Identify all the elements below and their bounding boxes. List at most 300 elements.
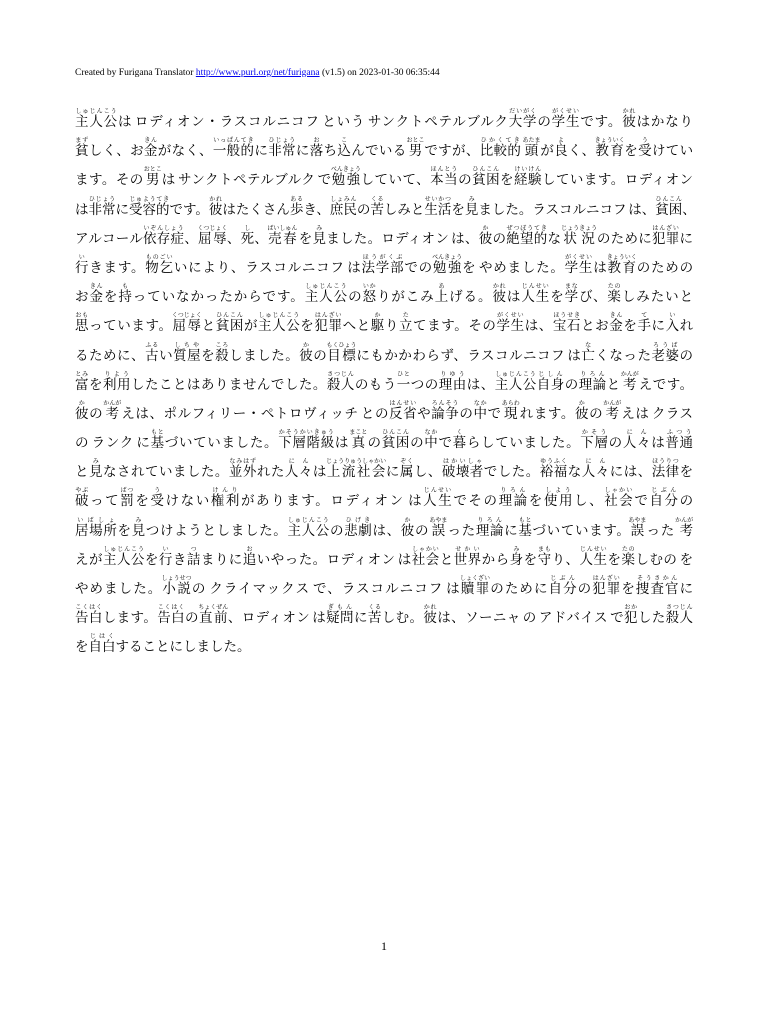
text-run: の: [458, 172, 473, 189]
text-run: の: [679, 347, 693, 364]
ruby-word: [143, 224, 185, 247]
text-run: い: [159, 347, 174, 364]
ruby-base: 追: [242, 551, 257, 568]
text-line: [75, 137, 693, 166]
furigana: はんざい: [592, 575, 621, 582]
text-run: り、: [551, 551, 580, 568]
text-run: は: [651, 435, 666, 452]
ruby-base: 込: [337, 143, 352, 160]
ruby-base: 一: [396, 376, 411, 393]
text-run: の: [348, 289, 363, 306]
ruby-word: [578, 370, 607, 393]
furigana: きょういく: [594, 137, 625, 145]
furigana: りろん: [498, 487, 528, 495]
ruby-word: [637, 312, 652, 335]
ruby-word: [197, 224, 228, 247]
ruby-word: [75, 370, 89, 393]
header-suffix: (v1.5) on 2023-01-30 06:35:44: [321, 68, 440, 78]
furigana: ふつう: [665, 429, 694, 437]
furigana: じはく: [88, 633, 116, 641]
ruby-base: 人々: [284, 464, 313, 481]
ruby-word: [508, 108, 538, 130]
ruby-word: [580, 429, 609, 452]
text-run: 、: [226, 230, 241, 247]
ruby-word: [536, 370, 565, 393]
ruby-word: [651, 341, 680, 364]
furigana: きん: [89, 283, 103, 291]
text-run: と: [201, 318, 216, 335]
text-run: げる。: [449, 289, 493, 306]
ruby-base: 本当: [430, 172, 459, 189]
text-run: づいています。: [532, 522, 631, 539]
furigana: おとこ: [406, 137, 425, 145]
furigana: かれ: [423, 604, 437, 612]
text-run: ました。ラスコルニコフ は、: [478, 201, 656, 218]
ruby-word: [367, 604, 382, 627]
ruby-base: 頭: [522, 143, 541, 160]
ruby-word: [604, 487, 635, 510]
ruby-base: 行: [158, 551, 173, 568]
furigana: じょうきょう: [561, 224, 598, 232]
ruby-base: 贖罪: [459, 581, 490, 597]
text-run: は: [75, 201, 89, 218]
generator-header: [75, 67, 440, 79]
furigana: か: [400, 516, 415, 524]
text-run: です。: [169, 201, 209, 218]
ruby-word: [479, 137, 522, 160]
ruby-word: [478, 224, 493, 247]
ruby-base: 彼: [622, 114, 637, 130]
furigana: がくせい: [564, 253, 593, 261]
ruby-base: 主人公: [494, 376, 537, 393]
ruby-base: 受: [638, 143, 652, 160]
ruby-base: 落: [309, 143, 324, 160]
ruby-word: [210, 487, 241, 510]
text-run: らしていました。: [466, 435, 581, 452]
body-text: [75, 108, 696, 663]
ruby-word: [329, 195, 357, 218]
text-run: は、: [466, 376, 495, 393]
text-run: を: [300, 318, 315, 335]
ruby-base: 基: [518, 522, 533, 539]
ruby-word: [606, 253, 637, 276]
text-run: を: [623, 318, 638, 335]
text-run: で: [438, 435, 453, 452]
ruby-word: [186, 545, 201, 568]
furigana: さつじん: [665, 604, 694, 612]
furigana: おとこ: [143, 166, 162, 174]
ruby-word: [665, 312, 680, 335]
furigana: じぶん: [649, 487, 679, 495]
ruby-base: 属: [399, 464, 414, 481]
ruby-base: 主人公: [258, 318, 301, 335]
ruby-word: [431, 399, 460, 422]
ruby-word: [423, 604, 438, 627]
furigana: ちょくぜん: [198, 604, 229, 612]
ruby-base: 比較的: [479, 143, 522, 160]
ruby-word: [289, 195, 304, 218]
ruby-base: 彼: [400, 522, 415, 539]
text-run: の: [608, 435, 623, 452]
furigana: しょくざい: [459, 575, 490, 582]
ruby-base: 状況: [561, 230, 598, 247]
furigana: かんが: [103, 399, 122, 407]
ruby-word: [424, 429, 439, 452]
ruby-base: 屈辱: [171, 318, 202, 335]
ruby-word: [498, 487, 529, 510]
furigana: しゅじんこう: [494, 370, 537, 378]
text-run: のもう: [354, 376, 397, 393]
ruby-base: 受: [150, 493, 166, 510]
furigana: しゅじんこう: [75, 108, 118, 115]
furigana: ばつ: [120, 487, 134, 495]
ruby-base: 一般的: [212, 143, 255, 160]
ruby-word: [120, 487, 136, 510]
text-run: った: [644, 522, 678, 539]
furigana: いっぱんてき: [212, 137, 255, 145]
furigana: あたま: [522, 137, 541, 145]
ruby-word: [438, 370, 467, 393]
furigana: かれ: [208, 195, 223, 203]
furigana: いばしょ: [75, 516, 117, 524]
text-run: のための: [635, 259, 694, 276]
ruby-base: 金: [143, 143, 158, 160]
ruby-word: [537, 545, 552, 568]
ruby-base: 貧: [75, 143, 89, 160]
ruby-word: [564, 253, 594, 276]
text-line: [75, 575, 693, 604]
ruby-base: 犯罪: [592, 581, 622, 597]
furigana: じぶん: [548, 575, 577, 582]
text-run: えです。: [636, 376, 694, 393]
text-run: があります。ロディオン は: [240, 493, 424, 510]
ruby-word: [609, 312, 624, 335]
furigana: ふる: [145, 341, 159, 349]
ruby-base: 楽: [607, 289, 622, 306]
furigana: ぜつぼうてき: [506, 224, 548, 232]
ruby-word: [514, 166, 542, 189]
furigana: がくせい: [551, 108, 580, 115]
text-run: しむの を: [635, 551, 694, 568]
furigana: もくひょう: [326, 341, 357, 349]
furigana: ひんこん: [381, 429, 410, 437]
ruby-word: [396, 370, 411, 393]
ruby-word: [198, 604, 229, 627]
ruby-base: 物乞: [145, 259, 174, 276]
furigana: べんきょう: [330, 166, 361, 174]
ruby-word: [278, 429, 335, 452]
text-run: を: [607, 551, 622, 568]
ruby-base: 富: [75, 376, 89, 393]
ruby-word: [349, 429, 368, 452]
ruby-base: 金: [609, 318, 624, 335]
text-run: を: [550, 289, 565, 306]
ruby-base: 小説: [161, 581, 192, 597]
text-run: を: [75, 639, 89, 656]
text-line: [75, 108, 693, 137]
furigana: まず: [75, 137, 89, 145]
furigana: かんが: [675, 516, 694, 524]
furigana: いか: [362, 283, 377, 291]
text-run: に: [679, 230, 694, 247]
text-run: していて、: [360, 172, 431, 189]
text-run: び、: [579, 289, 608, 306]
furigana: く: [452, 429, 467, 437]
ruby-base: 裕福: [539, 464, 568, 481]
furigana: ひんこん: [655, 195, 683, 203]
ruby-base: 殺人: [326, 376, 355, 393]
text-run: で: [487, 405, 504, 422]
ruby-word: [131, 516, 146, 539]
text-run: は ロディオン・ラスコルニコフ という サンクトペテルブルク: [117, 114, 509, 130]
ruby-word: [628, 516, 647, 539]
ruby-word: [492, 283, 507, 306]
ruby-base: 人々: [581, 464, 610, 481]
text-run: を: [621, 581, 636, 597]
furigana: お: [309, 137, 324, 145]
ruby-base: 経験: [514, 172, 542, 189]
ruby-base: 破: [75, 493, 91, 510]
text-run: まりに: [200, 551, 243, 568]
ruby-base: 古: [145, 347, 160, 364]
text-run: えが: [75, 551, 103, 568]
ruby-base: 犯罪: [651, 230, 680, 247]
text-run: は、: [372, 522, 401, 539]
furigana: かんが: [603, 399, 622, 407]
ruby-word: [551, 108, 581, 130]
furigana: りろん: [578, 370, 607, 378]
furigana: たの: [621, 545, 635, 553]
text-run: や: [417, 405, 432, 422]
text-run: から: [481, 551, 510, 568]
ruby-base: 質屋: [173, 347, 202, 364]
ruby-word: [304, 283, 349, 306]
ruby-base: 苦: [370, 201, 384, 218]
ruby-base: 現: [501, 405, 520, 422]
ruby-base: 理由: [438, 376, 467, 393]
text-run: の: [537, 114, 552, 130]
ruby-word: [129, 195, 170, 218]
ruby-base: 人生: [423, 493, 454, 510]
text-run: します。: [102, 610, 158, 627]
ruby-base: 良: [554, 143, 569, 160]
text-run: の: [89, 405, 106, 422]
ruby-base: 主人公: [75, 114, 118, 130]
ruby-word: [326, 458, 387, 481]
ruby-word: [501, 399, 520, 422]
ruby-base: 中: [473, 405, 488, 422]
ruby-base: 見: [312, 230, 327, 247]
text-run: いやった。ロディオン は: [256, 551, 412, 568]
ruby-base: 誤: [429, 522, 448, 539]
text-line: [75, 604, 693, 633]
ruby-word: [581, 458, 610, 481]
text-line: [75, 283, 693, 312]
ruby-base: 下層階級: [278, 435, 335, 452]
ruby-base: 楽: [621, 551, 636, 568]
text-run: れた: [256, 464, 285, 481]
ruby-word: [173, 341, 202, 364]
ruby-word: [267, 224, 298, 247]
text-run: しています。ロディオン: [541, 172, 694, 189]
ruby-base: 論争: [431, 405, 460, 422]
ruby-base: 自分: [649, 493, 680, 510]
ruby-base: 破壊者: [441, 464, 484, 481]
furigana: ろんそう: [431, 399, 459, 407]
ruby-word: [309, 137, 324, 160]
ruby-word: [242, 545, 257, 568]
furigana: にん: [284, 458, 313, 466]
text-run: き、: [303, 201, 330, 218]
ruby-word: [429, 516, 448, 539]
furigana-translator-link[interactable]: http://www.purl.org/net/furigana: [195, 68, 320, 78]
text-run: 、: [184, 230, 199, 247]
ruby-base: 考: [675, 522, 694, 539]
ruby-base: 貧困: [381, 435, 411, 452]
ruby-word: [554, 137, 569, 160]
text-run: ます。その: [75, 172, 147, 189]
furigana: し: [240, 224, 255, 232]
furigana: み: [312, 224, 327, 232]
ruby-word: [75, 312, 90, 335]
text-run: はたくさん: [222, 201, 290, 218]
text-run: したことはありませんでした。: [130, 376, 327, 393]
furigana: じしん: [536, 370, 565, 378]
furigana: こくはく: [157, 604, 185, 612]
ruby-base: 暮: [452, 435, 467, 452]
ruby-word: [75, 516, 118, 539]
furigana: い: [75, 253, 89, 261]
furigana: じょうりゅうしゃかい: [326, 458, 387, 466]
ruby-base: 身: [509, 551, 524, 568]
text-run: った: [445, 522, 476, 539]
text-run: に: [353, 610, 368, 627]
ruby-word: [299, 341, 314, 364]
text-run: を: [451, 201, 465, 218]
furigana: い: [665, 312, 680, 320]
text-run: の: [679, 493, 694, 510]
ruby-base: 立: [398, 318, 414, 335]
ruby-word: [212, 137, 255, 160]
text-line: [75, 225, 693, 254]
furigana: ある: [289, 195, 304, 203]
ruby-word: [208, 195, 223, 218]
furigana: ゆうふく: [539, 458, 568, 466]
furigana: しちや: [173, 341, 201, 349]
furigana: しゅじんこう: [304, 283, 348, 291]
ruby-base: 庶民: [329, 201, 357, 218]
furigana: かれ: [492, 283, 506, 291]
ruby-word: [603, 399, 622, 422]
ruby-base: 基: [150, 435, 165, 452]
furigana: はんざい: [314, 312, 342, 320]
text-run: の: [577, 581, 593, 597]
furigana: かそうかいきゅう: [278, 429, 335, 437]
text-run: つけようとしました。: [145, 522, 288, 539]
ruby-word: [314, 312, 343, 335]
text-run: での: [404, 259, 433, 276]
furigana: よ: [554, 137, 568, 145]
ruby-word: [651, 458, 680, 481]
furigana: ひじょう: [88, 195, 116, 203]
ruby-base: 理論: [578, 376, 607, 393]
furigana: かんが: [620, 370, 639, 378]
text-line: [75, 195, 696, 225]
text-run: には、: [609, 464, 652, 481]
text-run: し、: [413, 464, 442, 481]
ruby-base: 駆: [370, 318, 385, 335]
furigana: み: [509, 545, 524, 553]
furigana: しよう: [543, 487, 573, 495]
text-run: き: [172, 551, 187, 568]
text-run: っていなかったからです。: [132, 289, 305, 306]
text-run: を: [144, 551, 159, 568]
furigana: み: [464, 195, 479, 203]
text-run: ました。ロディオン は、: [326, 230, 479, 247]
text-run: ですが、: [422, 143, 480, 160]
text-run: を: [679, 464, 694, 481]
text-run: を: [623, 143, 639, 160]
text-run: いにより、ラスコルニコフ は: [173, 259, 362, 276]
text-line: [75, 342, 693, 371]
text-run: を: [500, 172, 515, 189]
furigana: しゅじんこう: [102, 545, 145, 553]
furigana: きん: [609, 312, 623, 320]
text-run: しみと: [383, 201, 425, 218]
text-run: の: [589, 405, 606, 422]
ruby-base: 社会: [411, 551, 440, 568]
text-run: は、: [524, 318, 553, 335]
page-number: 1: [381, 939, 387, 953]
furigana: しゅじんこう: [287, 516, 330, 524]
text-run: えは、ポルフィリー・ペトロヴィッチ との: [119, 405, 390, 422]
ruby-word: [103, 370, 131, 393]
furigana: あやま: [628, 516, 647, 524]
text-run: けない: [165, 493, 211, 510]
ruby-base: 告白: [157, 610, 186, 627]
furigana: ほうりつ: [651, 458, 680, 466]
ruby-word: [75, 253, 90, 276]
furigana: ものごい: [145, 253, 174, 261]
ruby-base: 見: [464, 201, 479, 218]
text-run: にもかかわらず、ラスコルニコフ は: [355, 347, 582, 364]
text-run: が: [243, 318, 259, 335]
furigana: くる: [370, 195, 384, 203]
ruby-word: [102, 545, 145, 568]
ruby-word: [326, 370, 355, 393]
furigana: ほうせき: [552, 312, 581, 320]
text-run: が: [538, 143, 555, 160]
text-run: に: [679, 581, 694, 597]
ruby-word: [398, 312, 414, 335]
ruby-word: [552, 312, 582, 335]
text-run: れ: [679, 318, 694, 335]
furigana: な: [581, 341, 595, 349]
ruby-word: [638, 137, 652, 160]
ruby-word: [215, 341, 230, 364]
ruby-base: 持: [118, 289, 133, 306]
furigana: しょうせつ: [161, 575, 192, 582]
ruby-word: [145, 253, 174, 276]
ruby-base: 使用: [543, 493, 575, 510]
text-run: っています。: [89, 318, 173, 335]
ruby-word: [284, 458, 313, 481]
furigana: いぞんしょう: [143, 224, 185, 232]
ruby-word: [424, 195, 452, 218]
furigana: あやま: [429, 516, 448, 524]
text-run: な: [547, 230, 564, 247]
furigana: こ: [337, 137, 351, 145]
